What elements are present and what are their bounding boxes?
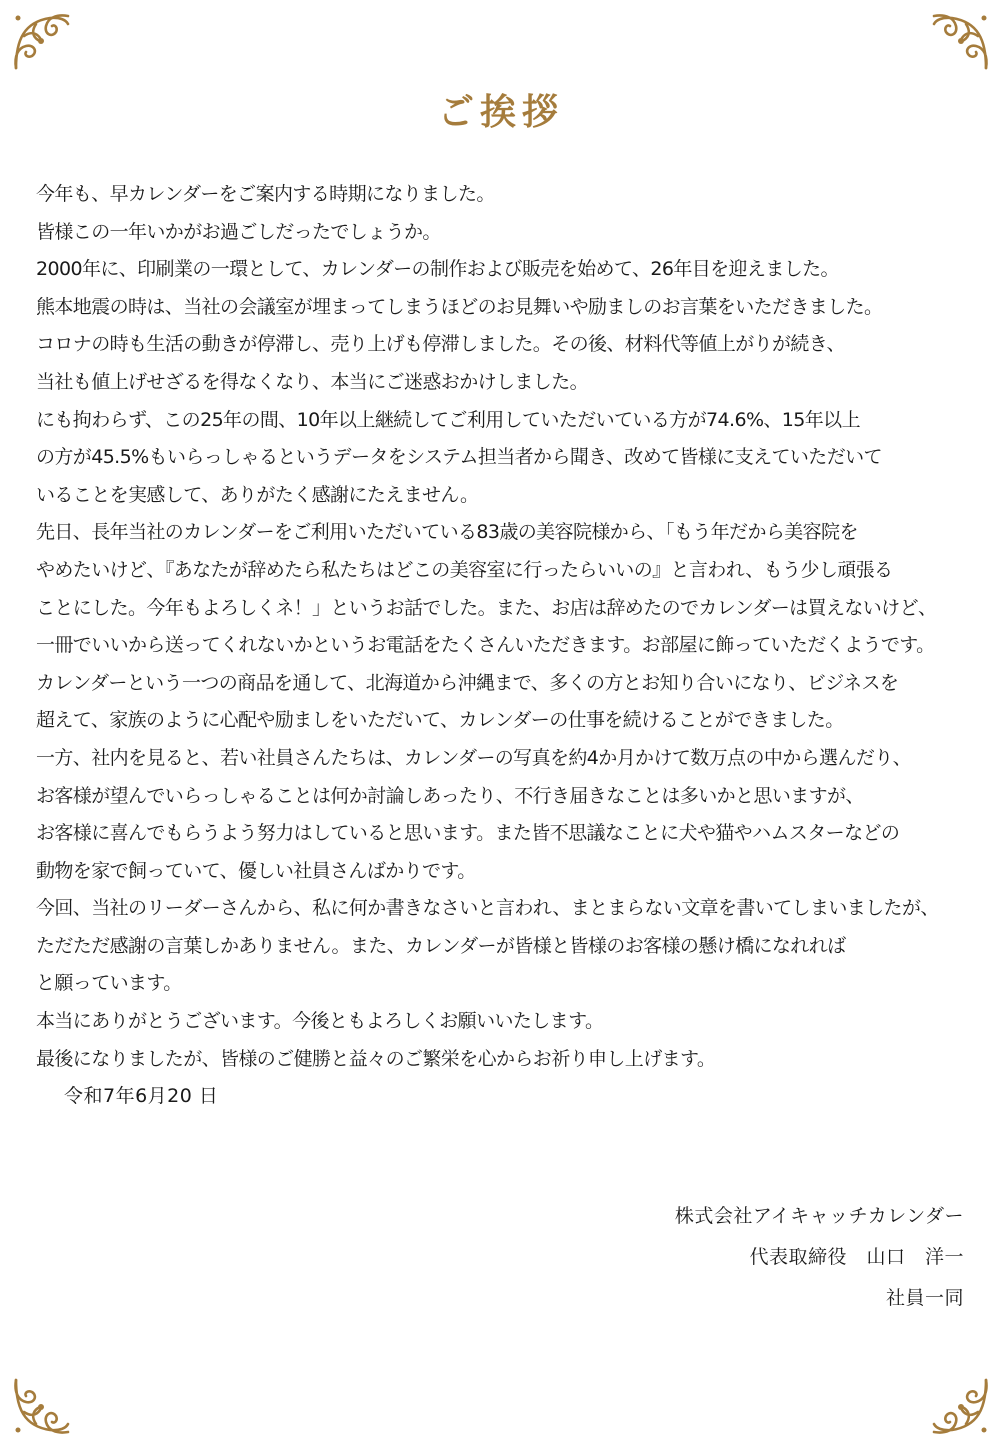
letter-line: コロナの時も生活の動きが停滞し、売り上げも停滞しました。その後、材料代等値上がりが続き、 [36,333,845,356]
ornament-corner-top-right-icon [928,10,992,74]
letter-line: 2000年に、印刷業の一環として、カレンダーの制作および販売を始めて、26年目を迎えました。 [36,258,839,281]
signature-block [675,1196,964,1319]
letter-line: お客様に喜んでもらうよう努力はしていると思います。また皆不思議なことに犬や猫やハムスターなどの [36,822,900,845]
ornament-corner-top-left-icon [10,10,74,74]
letter-line: やめたいけど、『あなたが辞めたら私たちはどこの美容室に行ったらいいの』と言われ、もう少し頑張る [36,558,893,581]
letter-line: 先日、長年当社のカレンダーをご利用いただいている83歳の美容院様から、「もう年だから美容院を [36,521,858,544]
letter-line: ただただ感謝の言葉しかありません。また、カレンダーが皆様と皆様のお客様の懸け橋になれれば [36,934,846,957]
letter-line: お客様が望んでいらっしゃることは何か討論しあったり、不行き届きなことは多いかと思いますが、 [36,784,864,807]
company-name: 株式会社アイキャッチカレンダー [674,1205,964,1227]
letter-line: の方が45.5%もいらっしゃるというデータをシステム担当者から聞き、改めて皆様に支えていただいて [36,446,882,469]
letter-line: 動物を家で飼っていて、優しい社員さんばかりです。 [36,859,476,882]
ornament-corner-bottom-right-icon [928,1374,992,1438]
letter-line: ことにした。今年もよろしくネ！」というお話でした。また、お店は辞めたのでカレンダーは買えないけど、 [36,596,937,619]
letter-line: 超えて、家族のように心配や励ましをいただいて、カレンダーの仕事を続けることができました。 [36,709,844,732]
page-title: ご挨拶 [437,91,564,133]
letter-line: 今年も、早カレンダーをご案内する時期になりました。 [36,183,495,205]
letter-line: いることを実感して、ありがたく感謝にたえません。 [36,483,479,506]
letter-line: 皆様この一年いかがお過ごしだったでしょうか。 [36,220,441,243]
representative-name: 代表取締役 山口 洋一 [749,1246,964,1268]
letter-date: 令和7年6月20 日 [64,1085,219,1108]
letter-line: カレンダーという一つの商品を通して、北海道から沖縄まで、多くの方とお知り合いになり、ビジネスを [36,671,899,694]
letter-line: 本当にありがとうございます。今後ともよろしくお願いいたします。 [36,1010,604,1033]
letter-line: 今回、当社のリーダーさんから、私に何か書きなさいと言われ、まとまらない文章を書いてしまいましたが、 [36,897,939,920]
letter-line: 最後になりましたが、皆様のご健勝と益々のご繁栄を心からお祈り申し上げます。 [36,1047,716,1070]
letter-line: にも拘わらず、この25年の間、10年以上継続してご利用していただいている方が74.6%、15年以上 [36,408,860,431]
letter-line: 熊本地震の時は、当社の会議室が埋まってしまうほどのお見舞いや励ましのお言葉をいただきました。 [36,295,883,318]
letter-line: 一方、社内を見ると、若い社員さんたちは、カレンダーの写真を約4か月かけて数万点の中から選んだり、 [36,746,912,769]
ornament-corner-bottom-left-icon [10,1374,74,1438]
staff-signature: 社員一同 [885,1287,964,1309]
letter-body [36,176,976,1116]
letter-line: 当社も値上げせざるを得なくなり、本当にご迷惑おかけしました。 [36,370,589,393]
letter-line: と願っています。 [36,972,182,995]
letter-line: 一冊でいいから送ってくれないかというお電話をたくさんいただきます。お部屋に飾っていただくようです。 [36,634,935,657]
